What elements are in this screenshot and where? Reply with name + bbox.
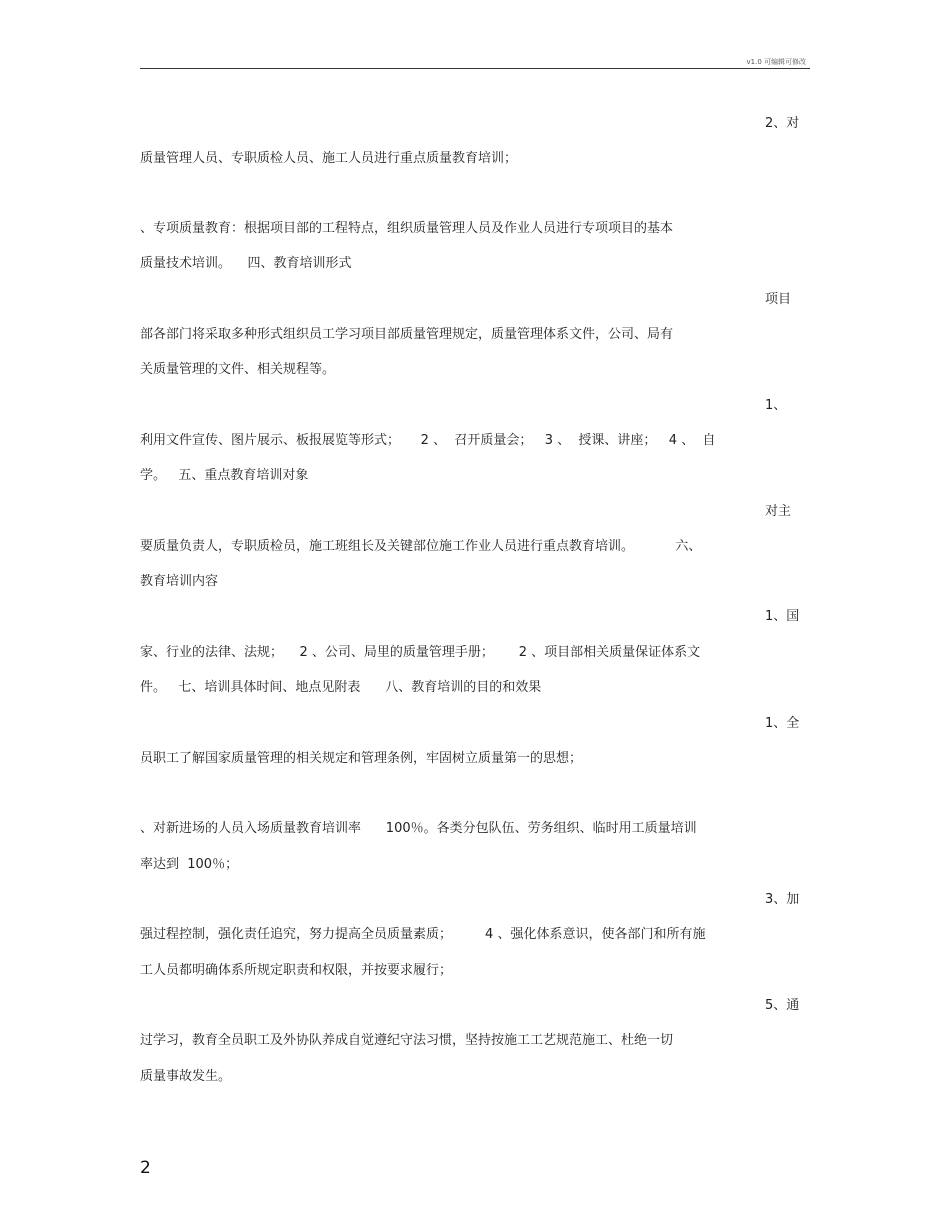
version-label: v1.0 可编辑可修改 (746, 58, 806, 66)
text-line: 工人员都明确体系所规定职责和权限，并按要求履行； (140, 963, 453, 978)
text-line: 强过程控制，强化责任追究，努力提高全员质量素质； 4 、强化体系意识，使各部门和所有施 (140, 927, 706, 942)
text-line: 过学习，教育全员职工及外协队养成自觉遵纪守法习惯，坚持按施工工艺规范施工、杜绝一切 (140, 1033, 674, 1048)
text-line: 2、对 (765, 116, 800, 131)
text-line: 1、国 (765, 609, 800, 624)
text-line: 部各部门将采取多种形式组织员工学习项目部质量管理规定，质量管理体系文件，公司、局有 (140, 327, 674, 342)
text-line: 1、 (765, 398, 787, 413)
text-line: 质量事故发生。 (140, 1069, 232, 1084)
text-line: 学。 五、重点教育培训对象 (140, 468, 309, 483)
text-line: 关质量管理的文件、相关规程等。 (140, 362, 336, 377)
text-line: 件。 七、培训具体时间、地点见附表 八、教育培训的目的和效果 (140, 680, 542, 695)
text-line: 质量管理人员、专职质检人员、施工人员进行重点质量教育培训； (140, 151, 518, 166)
text-line: 、专项质量教育：根据项目部的工程特点，组织质量管理人员及作业人员进行专项项目的基本 (140, 221, 674, 236)
text-line: 5、通 (765, 998, 800, 1013)
text-line: 要质量负责人，专职质检员，施工班组长及关键部位施工作业人员进行重点教育培训。 六、 (140, 539, 702, 554)
text-line: 质量技术培训。 四、教育培训形式 (140, 256, 352, 271)
text-line: 利用文件宣传、图片展示、板报展览等形式； 2 、 召开质量会； 3 、 授课、讲座； 4 、 自 (140, 433, 716, 448)
text-line: 1、全 (765, 716, 800, 731)
page-number: 2 (140, 1158, 151, 1178)
text-line: 家、行业的法律、法规； 2 、公司、局里的质量管理手册； 2 、项目部相关质量保证体系文 (140, 645, 701, 660)
text-line: 3、加 (765, 892, 800, 907)
text-line: 教育培训内容 (140, 574, 219, 589)
text-line: 项目 (765, 292, 792, 307)
text-line: 对主 (765, 504, 792, 519)
text-line: 、对新进场的人员入场质量教育培训率 100％。各类分包队伍、劳务组织、临时用工质量培训 (140, 821, 697, 836)
text-line: 员职工了解国家质量管理的相关规定和管理条例，牢固树立质量第一的思想； (140, 751, 583, 766)
header-divider (140, 68, 810, 69)
text-line: 率达到 100％； (140, 857, 239, 872)
